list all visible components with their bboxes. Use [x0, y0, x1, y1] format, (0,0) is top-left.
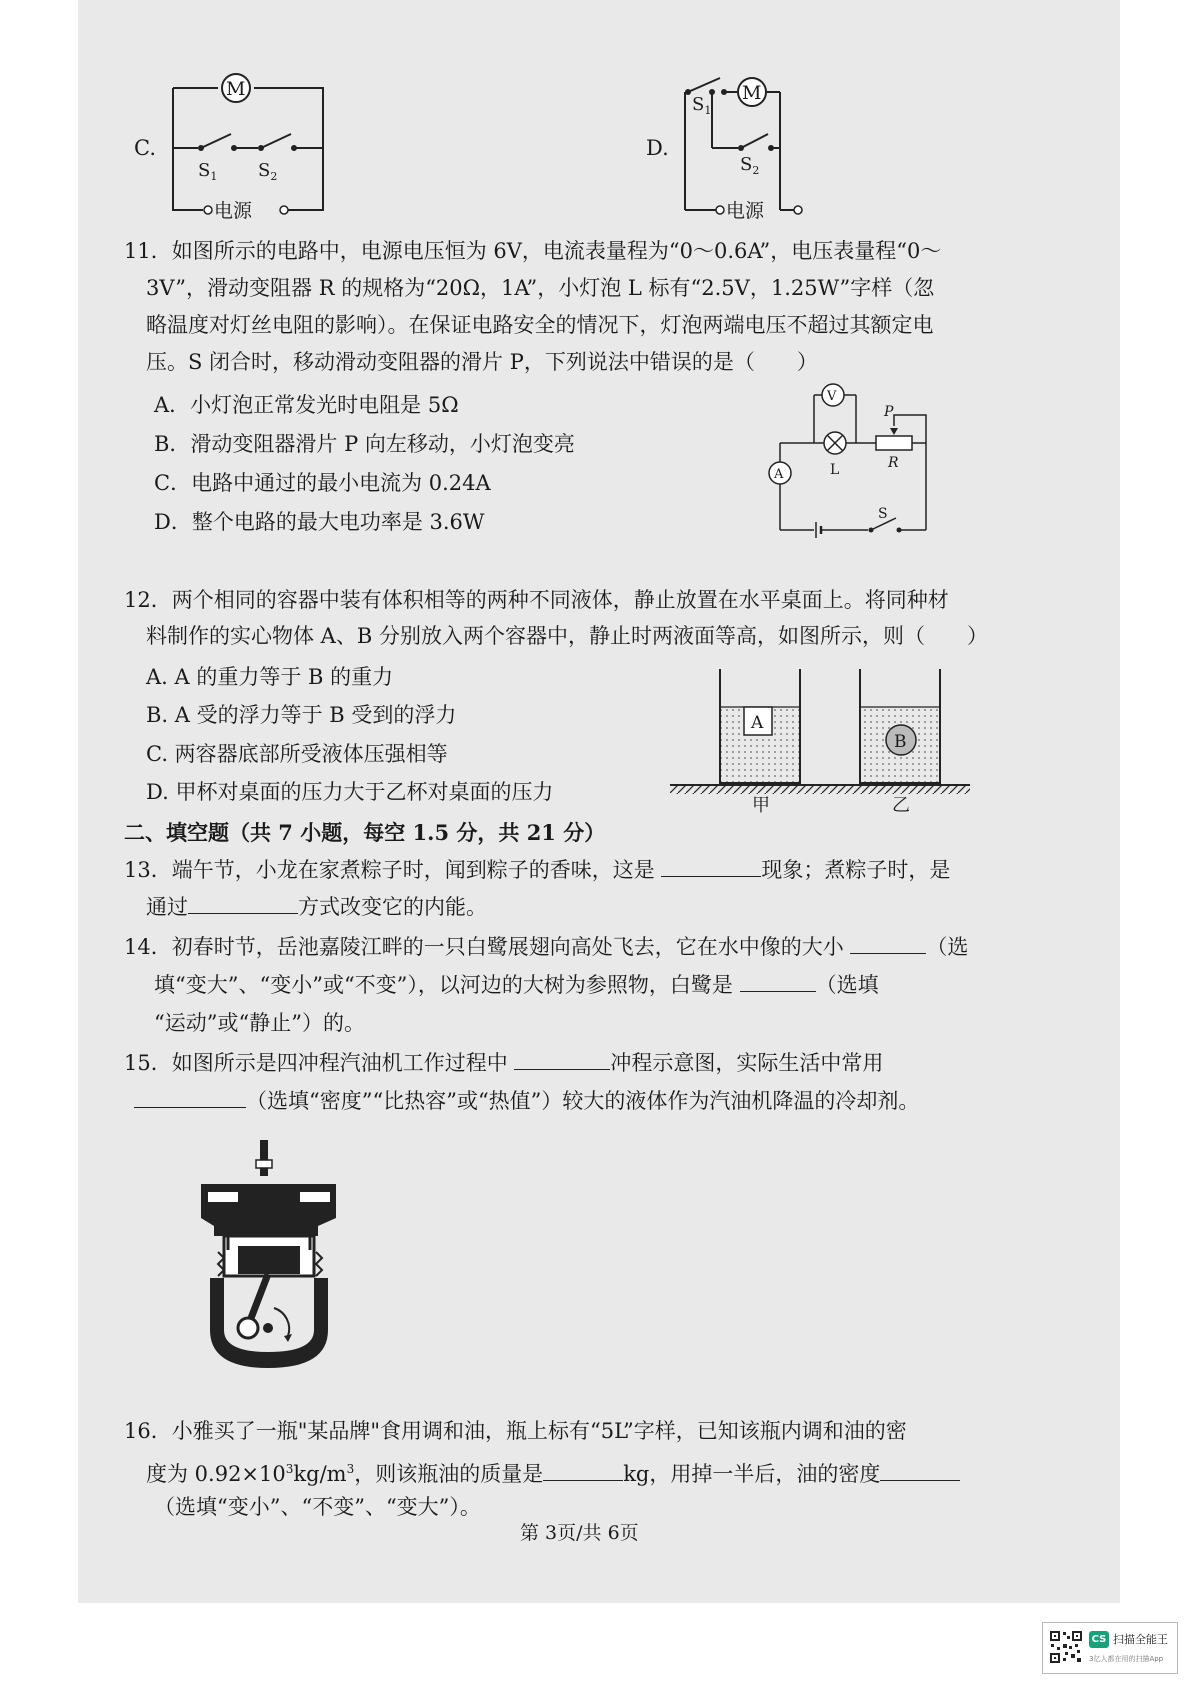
engine-stroke-diagram — [196, 1140, 346, 1372]
q14-line3: “运动”或“静止”）的。 — [154, 1011, 365, 1035]
option-c-label: C. — [134, 136, 156, 160]
cup-jia-label: 甲 — [752, 795, 770, 815]
svg-text:A: A — [751, 713, 764, 733]
q16-line3: （选填“变小”、“不变”、“变大”）。 — [154, 1495, 481, 1519]
switch-s2-label: $S_2$ — [740, 154, 760, 177]
cup-yi-label: 乙 — [892, 795, 910, 815]
q15-blank2[interactable] — [134, 1087, 246, 1108]
q16-blank2[interactable] — [880, 1460, 960, 1481]
power-label: 电源 — [726, 200, 765, 222]
svg-text:P: P — [884, 404, 894, 420]
app-name: 扫描全能王 — [1113, 1633, 1168, 1646]
svg-text:V: V — [827, 389, 837, 404]
q11-stem-line4: 压。S 闭合时，移动滑动变阻器的滑片 P，下列说法中错误的是（ ） — [146, 350, 818, 374]
q12-option-b: B. A 受的浮力等于 B 受到的浮力 — [146, 703, 457, 727]
q11-option-b: B．滑动变阻器滑片 P 向左移动，小灯泡变亮 — [154, 432, 575, 456]
q12-stem-line1: 12．两个相同的容器中装有体积相等的两种不同液体，静止放置在水平桌面上。将同种材 — [124, 588, 949, 612]
svg-text:M: M — [226, 78, 246, 100]
q15-blank1[interactable] — [514, 1049, 610, 1070]
switch-s1-label: $S_1$ — [692, 94, 712, 117]
q14-line2: 填“变大”、“变小”或“不变”），以河边的大树为参照物，白鹭是 （选填 — [154, 973, 879, 997]
app-tagline: 3亿人都在用的扫描App — [1089, 1655, 1164, 1663]
qr-code-icon — [1049, 1630, 1083, 1664]
q11-stem-line1: 11．如图所示的电路中，电源电压恒为 6V，电流表量程为“0～0.6A”，电压表量程“0～ — [124, 239, 942, 263]
q11-stem-line3: 略温度对灯丝电阻的影响）。在保证电路安全的情况下，灯泡两端电压不超过其额定电 — [146, 313, 934, 337]
spark-plug-icon — [260, 1140, 268, 1176]
svg-text:R: R — [888, 455, 899, 471]
q11-option-d: D．整个电路的最大电功率是 3.6W — [154, 510, 485, 534]
svg-text:L: L — [830, 462, 840, 478]
app-logo: CS — [1089, 1631, 1109, 1648]
switch-s1-label: $S_1$ — [198, 160, 218, 183]
option-d-label: D. — [646, 136, 669, 160]
q11-option-c: C．电路中通过的最小电流为 0.24A — [154, 471, 491, 495]
app-badge — [1042, 1622, 1178, 1674]
q13-blank1[interactable] — [661, 856, 761, 877]
q16-line2: 度为 $0.92\times 10^3kg/m^3$，则该瓶油的质量是 kg，用掉一半后，油的密度 — [146, 1455, 960, 1488]
svg-text:S: S — [878, 506, 888, 522]
q13-line1: 13．端午节，小龙在家煮粽子时，闻到粽子的香味，这是 现象；煮粽子时，是 — [124, 858, 951, 882]
q12-containers-diagram — [670, 665, 970, 815]
q12-option-d: D. 甲杯对桌面的压力大于乙杯对桌面的压力 — [146, 780, 554, 804]
circuit-option-c — [128, 70, 348, 230]
q13-line2: 通过 方式改变它的内能。 — [146, 895, 487, 919]
q11-circuit-diagram — [768, 380, 958, 560]
q14-blank1[interactable] — [850, 933, 926, 954]
q12-stem-line2: 料制作的实心物体 A、B 分别放入两个容器中，静止时两液面等高，如图所示，则（ ） — [146, 624, 988, 648]
section-title-fill-in: 二、填空题（共 7 小题，每空 1.5 分，共 21 分） — [124, 820, 606, 845]
rheostat-icon — [876, 436, 912, 450]
q16-line1: 16．小雅买了一瓶"某品牌"食用调和油，瓶上标有“5L”字样，已知该瓶内调和油的密 — [124, 1419, 907, 1443]
q14-line1: 14．初春时节，岳池嘉陵江畔的一只白鹭展翅向高处飞去，它在水中像的大小 （选 — [124, 935, 969, 959]
q11-option-a: A．小灯泡正常发光时电阻是 5Ω — [154, 393, 459, 417]
svg-text:A: A — [774, 467, 784, 482]
switch-s2-label: $S_2$ — [258, 160, 278, 183]
q15-line1: 15．如图所示是四冲程汽油机工作过程中 冲程示意图，实际生活中常用 — [124, 1051, 884, 1075]
q16-blank1[interactable] — [543, 1460, 623, 1481]
svg-text:M: M — [742, 82, 762, 104]
q12-option-a: A. A 的重力等于 B 的重力 — [146, 665, 394, 689]
q14-blank2[interactable] — [740, 971, 816, 992]
q11-stem-line2: 3V”，滑动变阻器 R 的规格为“20Ω，1A”，小灯泡 L 标有“2.5V，1.25W”字样（忽 — [146, 276, 935, 300]
svg-text:B: B — [894, 732, 907, 752]
q12-option-c: C. 两容器底部所受液体压强相等 — [146, 742, 448, 766]
q13-blank2[interactable] — [188, 893, 298, 914]
page-number: 第 3页/共 6页 — [520, 1522, 639, 1544]
power-label: 电源 — [214, 200, 253, 222]
circuit-option-d — [640, 70, 860, 230]
q15-line2: （选填“密度”“比热容”或“热值”）较大的液体作为汽油机降温的冷却剂。 — [134, 1087, 919, 1115]
